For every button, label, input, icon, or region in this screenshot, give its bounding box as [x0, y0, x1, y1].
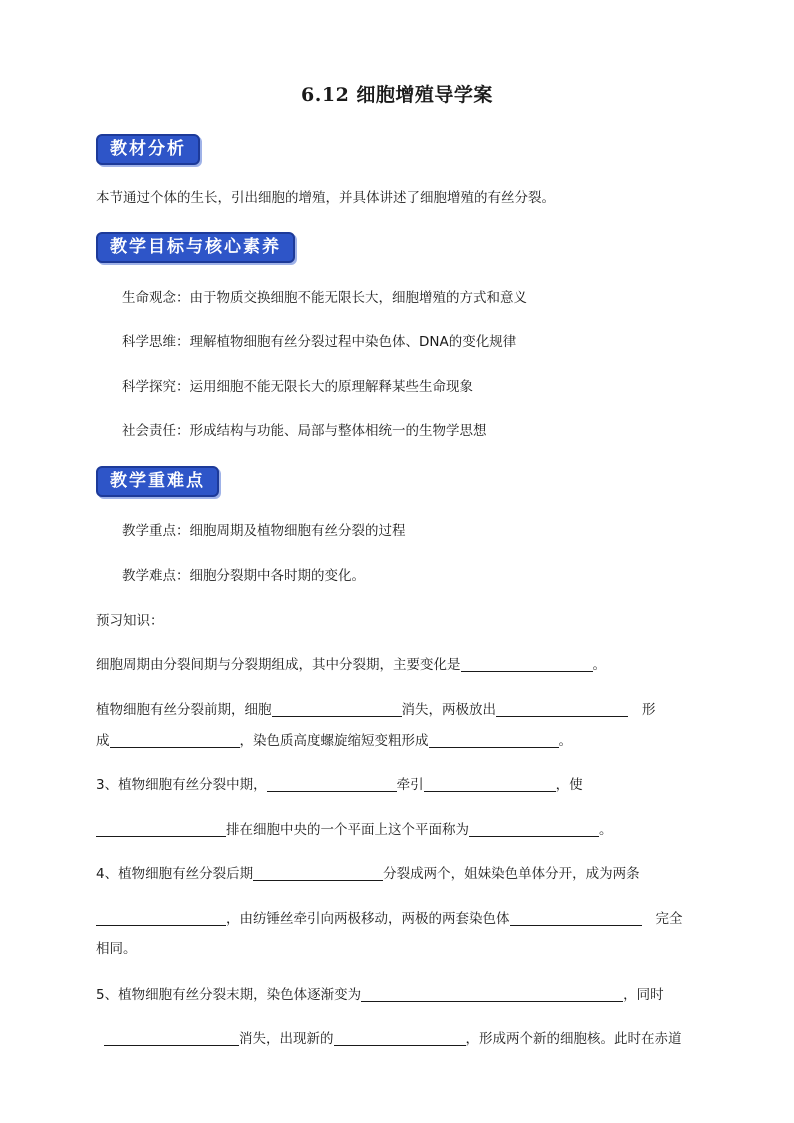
question-text: 植物细胞有丝分裂前期，细胞	[96, 702, 272, 718]
question-4-line-3: 相同。	[96, 941, 137, 957]
answer-blank[interactable]	[461, 656, 593, 672]
question-4-line-2	[96, 909, 683, 929]
question-text: 完全	[655, 911, 683, 927]
answer-blank[interactable]	[110, 732, 240, 748]
answer-blank[interactable]	[334, 1030, 466, 1046]
question-text: ，形成两个新的细胞核。此时在赤道	[465, 1031, 682, 1047]
answer-blank[interactable]	[361, 986, 623, 1002]
question-text: 消失，出现新的	[239, 1031, 334, 1047]
answer-blank[interactable]	[272, 701, 402, 717]
question-text: 细胞周期由分裂间期与分裂期组成，其中分裂期，主要变化是	[96, 657, 461, 673]
goal-item: 社会责任：形成结构与功能、局部与整体相统一的生物学思想	[122, 423, 487, 439]
question-2-line-2	[96, 731, 572, 751]
answer-blank[interactable]	[96, 821, 226, 837]
question-text: 4、植物细胞有丝分裂后期	[96, 866, 254, 882]
question-text: 牵引	[396, 777, 424, 793]
question-text: 形	[642, 702, 656, 718]
question-3-line-1	[96, 775, 583, 795]
question-text: 消失，两极放出	[401, 702, 496, 718]
question-text: ，同时	[623, 987, 664, 1003]
keypoint-item: 教学难点：细胞分裂期中各时期的变化。	[122, 568, 365, 584]
answer-blank[interactable]	[253, 865, 383, 881]
goal-item: 科学探究：运用细胞不能无限长大的原理解释某些生命现象	[122, 379, 473, 395]
answer-blank[interactable]	[429, 732, 559, 748]
keypoint-item: 教学重点：细胞周期及植物细胞有丝分裂的过程	[122, 523, 406, 539]
question-text: 排在细胞中央的一个平面上这个平面称为	[226, 822, 469, 838]
question-text: ，染色质高度螺旋缩短变粗形成	[239, 733, 429, 749]
goal-item: 生命观念：由于物质交换细胞不能无限长大，细胞增殖的方式和意义	[122, 290, 527, 306]
question-5-line-2	[104, 1029, 682, 1049]
analysis-text: 本节通过个体的生长，引出细胞的增殖，并具体讲述了细胞增殖的有丝分裂。	[96, 190, 555, 206]
question-1	[96, 655, 606, 675]
question-text: 成	[96, 733, 110, 749]
answer-blank[interactable]	[96, 910, 226, 926]
section-heading-keypoints: 教学重难点	[96, 466, 219, 497]
question-text: ，由纺锤丝牵引向两极移动，两极的两套染色体	[226, 911, 510, 927]
answer-blank[interactable]	[469, 821, 599, 837]
question-3-line-2	[96, 820, 613, 840]
goal-item: 科学思维：理解植物细胞有丝分裂过程中染色体、DNA的变化规律	[122, 334, 517, 350]
answer-blank[interactable]	[496, 701, 628, 717]
answer-blank[interactable]	[267, 776, 397, 792]
section-heading-analysis: 教材分析	[96, 134, 200, 165]
answer-blank[interactable]	[510, 910, 642, 926]
question-text: 5、植物细胞有丝分裂末期，染色体逐渐变为	[96, 987, 362, 1003]
question-text: 分裂成两个，姐妹染色单体分开，成为两条	[383, 866, 640, 882]
question-5-line-1	[96, 985, 664, 1005]
question-text: ，使	[555, 777, 583, 793]
answer-blank[interactable]	[104, 1030, 239, 1046]
page-title: 6.12 细胞增殖导学案	[301, 84, 493, 106]
section-heading-goals: 教学目标与核心素养	[96, 232, 295, 263]
question-text: 3、植物细胞有丝分裂中期，	[96, 777, 267, 793]
question-text: 。	[592, 657, 606, 673]
question-text: 。	[558, 733, 572, 749]
preview-label: 预习知识：	[96, 613, 164, 629]
answer-blank[interactable]	[424, 776, 556, 792]
question-4-line-1	[96, 864, 640, 884]
question-text: 。	[599, 822, 613, 838]
question-2-line-1	[96, 700, 656, 720]
